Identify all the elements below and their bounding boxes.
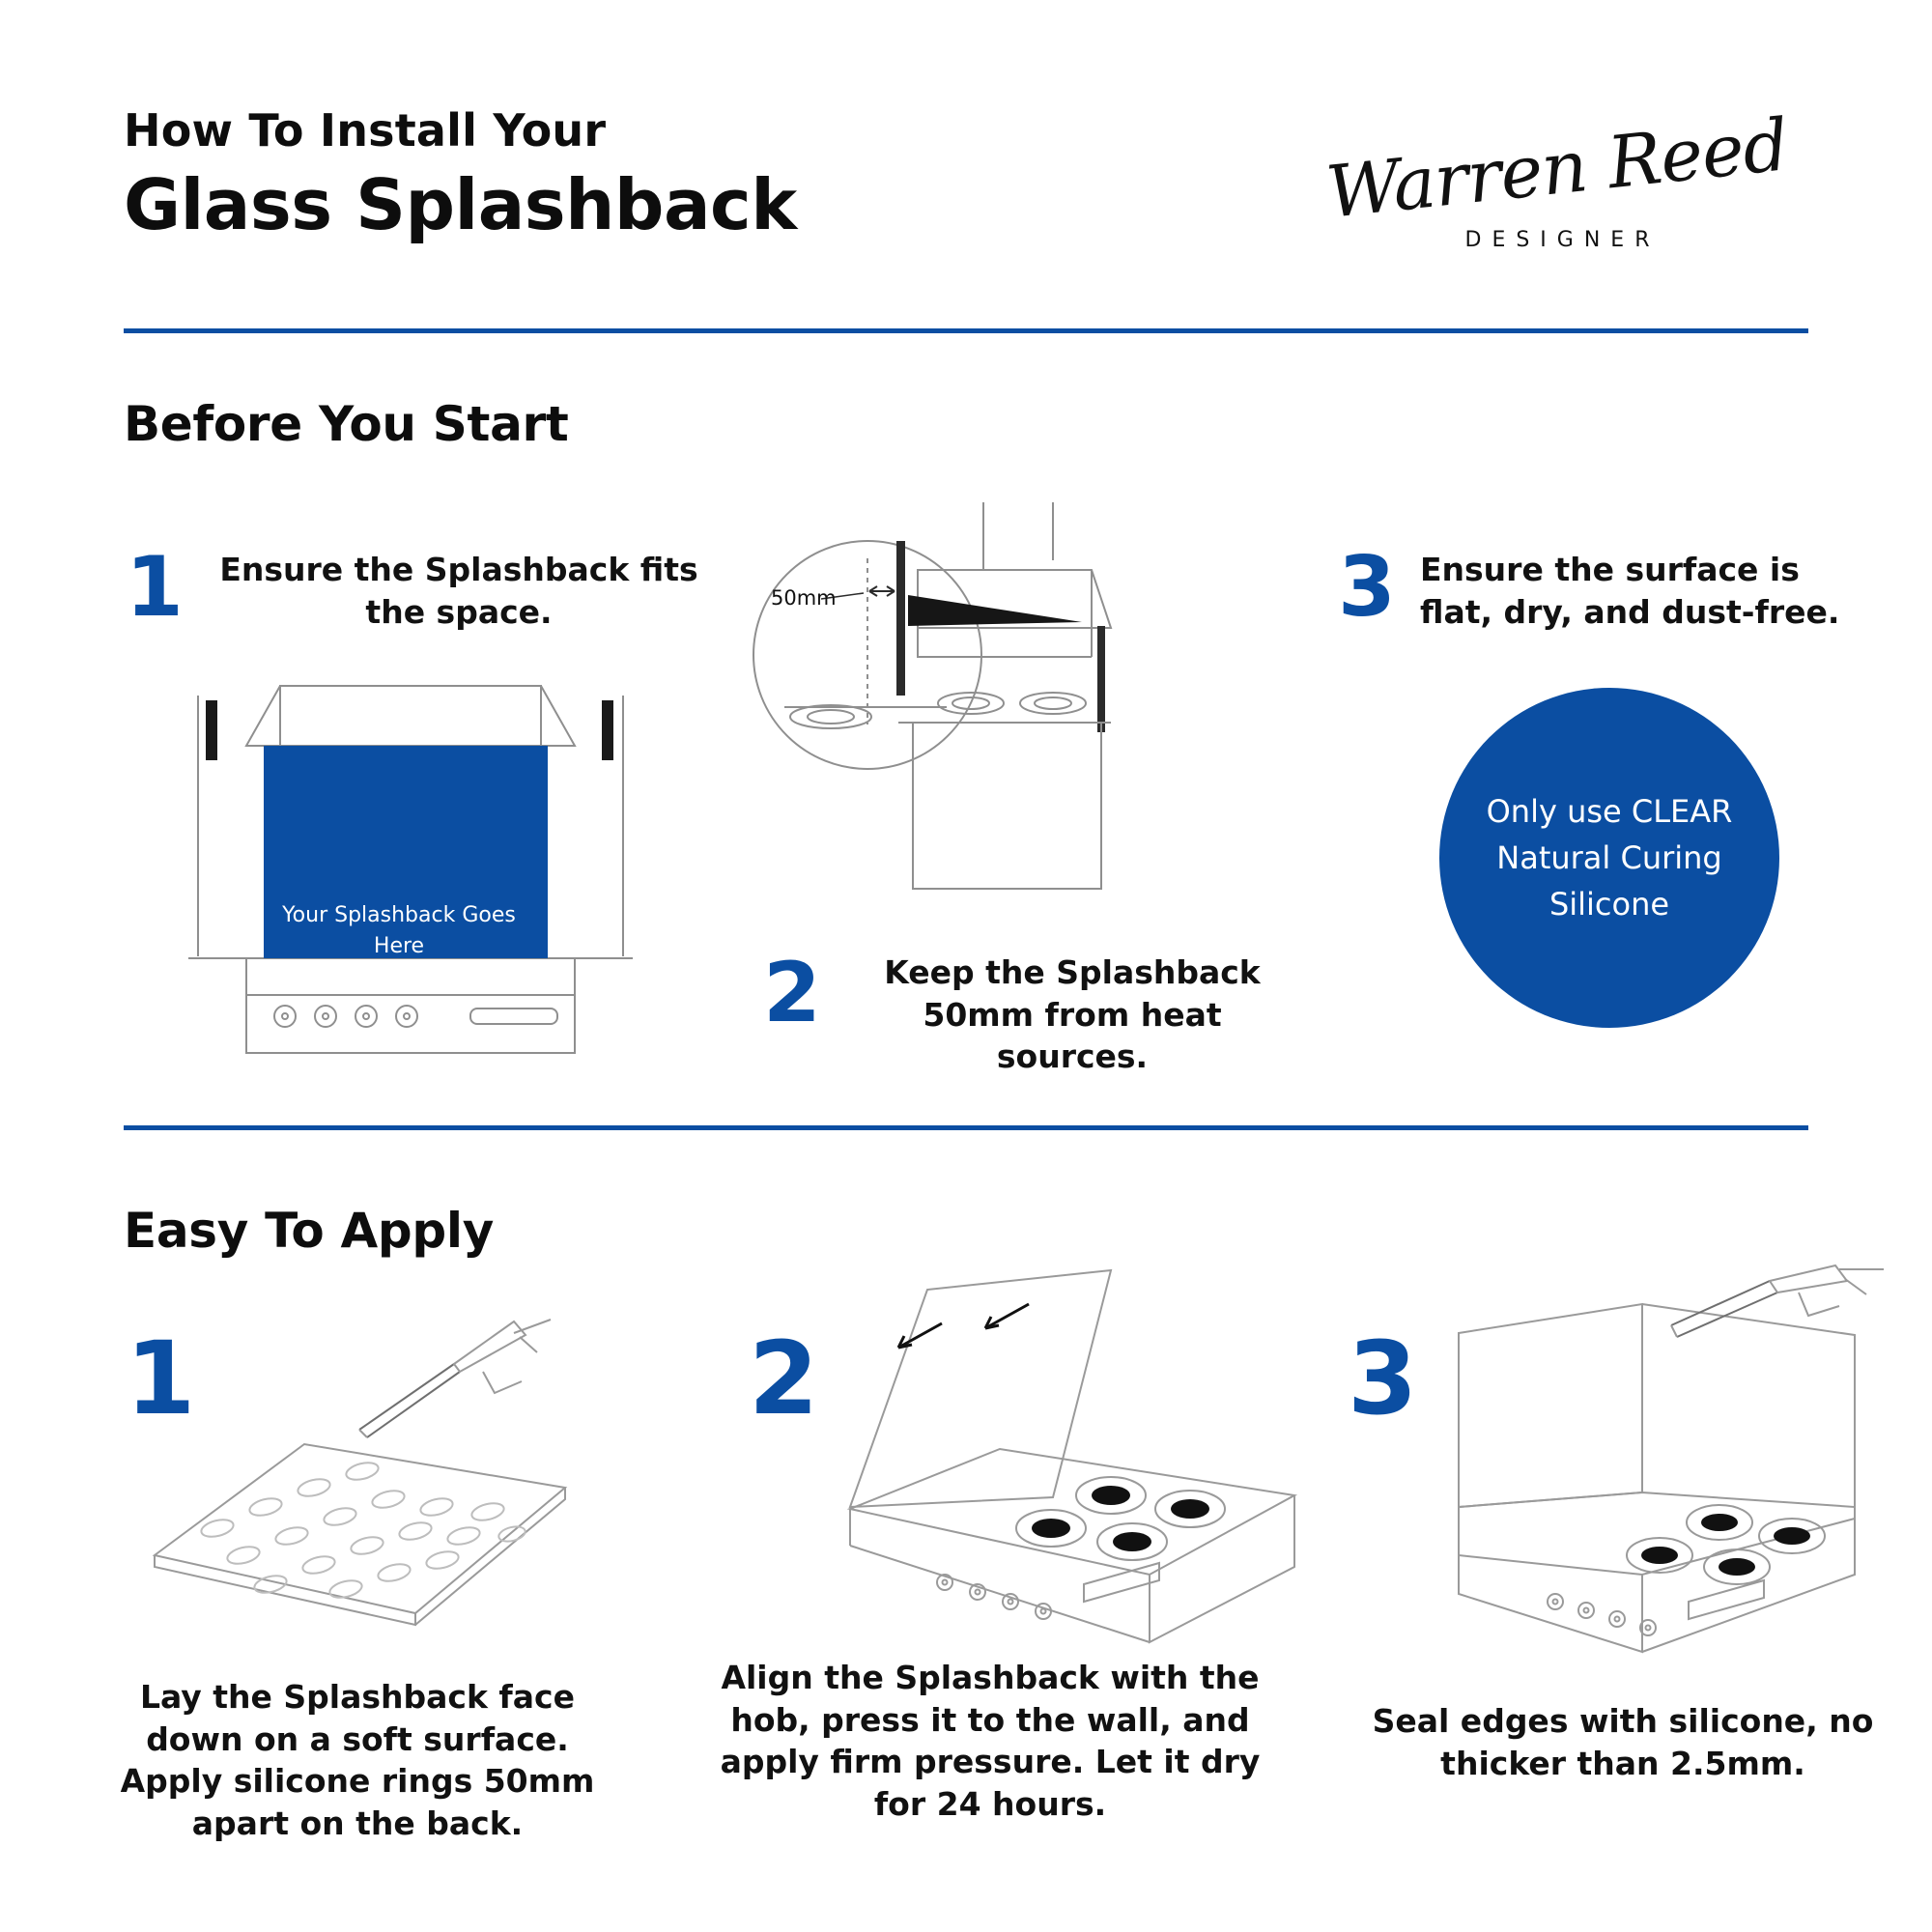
gap-dimension-label: 50mm (771, 586, 837, 610)
divider-middle (124, 1125, 1808, 1130)
silicone-badge-text: Only use CLEAR Natural Curing Silicone (1486, 793, 1733, 923)
step-number-before-2: 2 (763, 945, 821, 1041)
page-title: Glass Splashback (124, 163, 797, 245)
brand-name: Warren Reed (1322, 103, 1792, 235)
illustration-apply-silicone-rings (135, 1314, 589, 1642)
step-text-before-3: Ensure the surface is flat, dry, and dust-free. (1420, 551, 1840, 631)
splashback-placeholder-label: Your Splashback Goes Here (282, 903, 516, 958)
step-number-apply-1: 1 (126, 1320, 196, 1437)
section-heading-before-you-start: Before You Start (124, 396, 569, 452)
silicone-badge (1439, 688, 1779, 1028)
illustration-splashback-fit (188, 676, 633, 1063)
page-header (124, 103, 1808, 328)
section-heading-easy-to-apply: Easy To Apply (124, 1203, 494, 1259)
brand-subtitle: DESIGNER (1464, 228, 1661, 252)
page-title-superline: How To Install Your (124, 104, 607, 156)
step-number-apply-2: 2 (749, 1320, 819, 1437)
illustration-seal-edges (1430, 1265, 1903, 1671)
step-text-before-2: Keep the Splashback 50mm from heat sources. (884, 953, 1261, 1076)
brand-logo (1306, 103, 1808, 299)
step-text-apply-1: Lay the Splashback face down on a soft surface. Apply silicone rings 50mm apart on the back. (120, 1678, 595, 1842)
step-text-apply-2: Align the Splashback with the hob, press it to the wall, and apply firm pressure. Let it dry for 24 hours. (720, 1659, 1261, 1823)
step-number-apply-3: 3 (1348, 1320, 1418, 1437)
step-text-before-1: Ensure the Splashback fits the space. (219, 551, 698, 631)
illustration-heat-clearance (763, 502, 1304, 927)
step-number-before-3: 3 (1338, 539, 1396, 636)
step-text-apply-3: Seal edges with silicone, no thicker than 2.5mm. (1372, 1702, 1874, 1782)
step-number-before-1: 1 (126, 539, 184, 636)
illustration-align-and-press (831, 1256, 1323, 1671)
divider-top (124, 328, 1808, 333)
